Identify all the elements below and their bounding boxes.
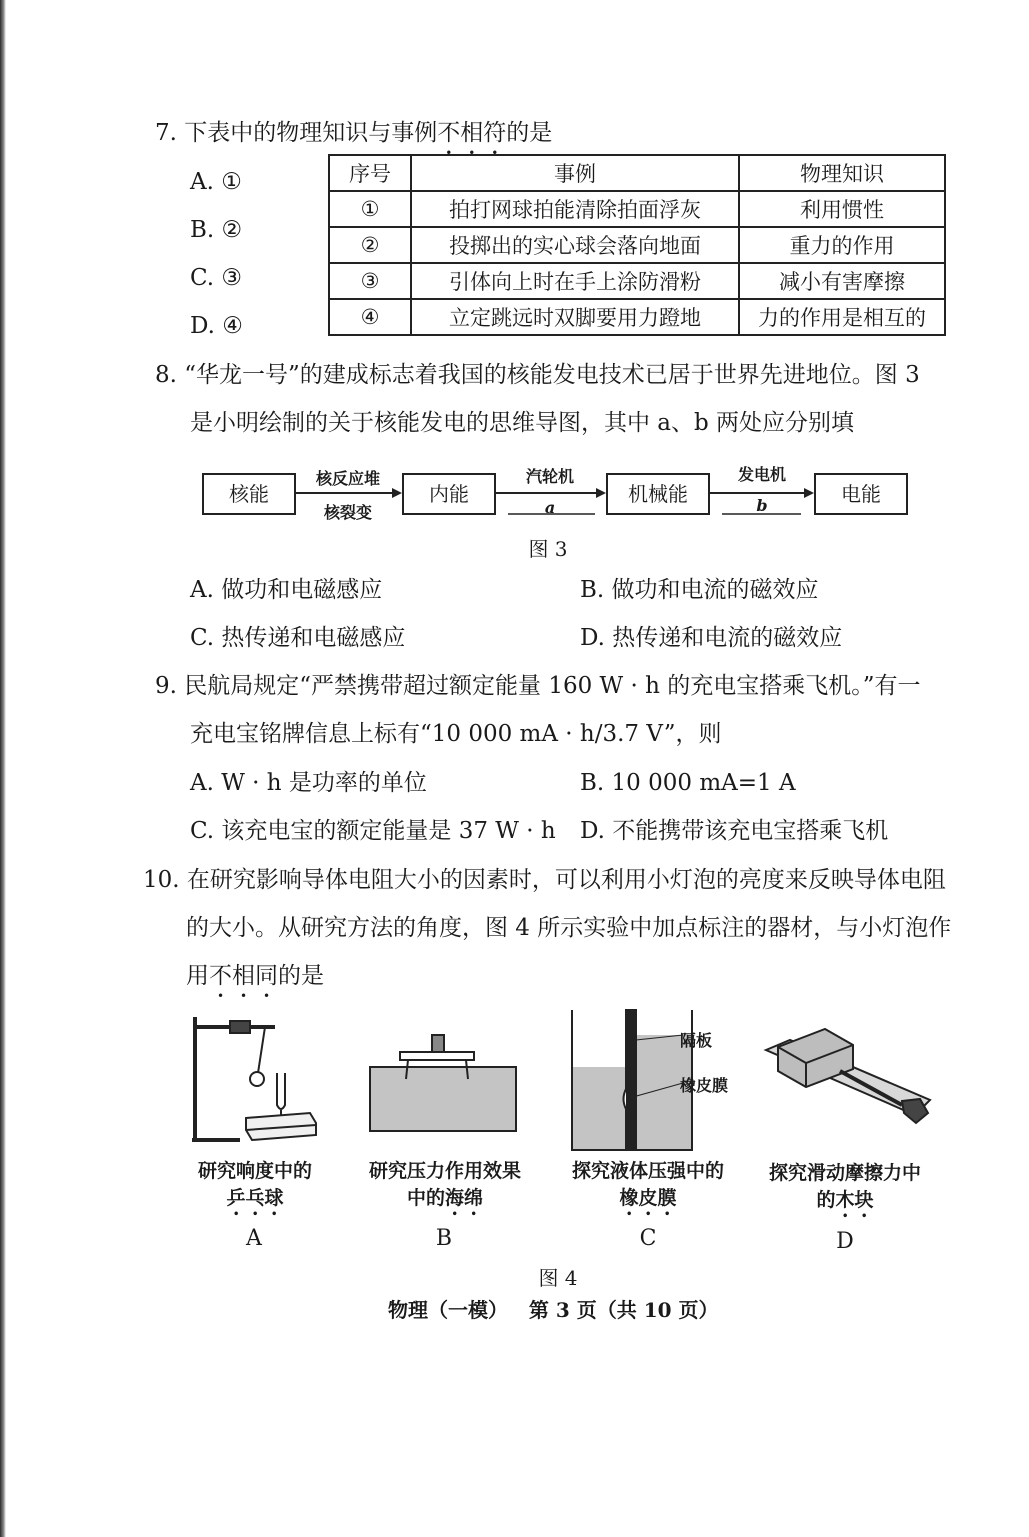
q8-option-d: D. 热传递和电流的磁效应 (580, 625, 843, 651)
page-footer: 物理（一模） 第 3 页（共 10 页） (388, 1298, 719, 1322)
flow-box-electric: 电能 (814, 473, 908, 515)
label-rubber-film: 橡皮膜 (680, 1076, 729, 1095)
question-10-stem-line2: 的大小。从研究方法的角度，图 4 所示实验中加点标注的器材，与小灯泡作 (186, 915, 952, 941)
question-number: 9. (155, 673, 177, 699)
stem-text: 在研究影响导体电阻大小的因素时，可以利用小灯泡的亮度来反映导体电阻 (186, 867, 946, 893)
question-number: 7. (155, 120, 177, 146)
caption-emph: 海绵 (445, 1187, 484, 1209)
flow-box-nuclear: 核能 (202, 473, 296, 515)
caption-line-emph: 橡皮膜 (619, 1187, 677, 1209)
table-cell: 利用惯性 (739, 191, 945, 227)
table-cell: 减小有害摩擦 (739, 263, 945, 299)
q8-option-a: A. 做功和电磁感应 (190, 577, 383, 603)
figure-b-letter: B (435, 1226, 453, 1251)
blank-b: b (756, 496, 768, 515)
q8-option-c: C. 热传递和电磁感应 (190, 625, 406, 651)
figure-b-caption (355, 1158, 535, 1220)
figure-c-drawing (572, 1010, 692, 1150)
caption-line: 中的海绵 (406, 1187, 484, 1209)
figure-a-drawing (192, 1017, 316, 1140)
figure-c-caption (558, 1158, 738, 1220)
table-cell: 立定跳远时双脚要用力蹬地 (411, 299, 739, 335)
blank-a: a (544, 498, 556, 517)
table-cell: 力的作用是相互的 (739, 299, 945, 335)
table-cell: 引体向上时在手上涂防滑粉 (411, 263, 739, 299)
table-cell: ② (329, 227, 411, 263)
figure-3-caption: 图 3 (528, 537, 568, 561)
figure-a-letter: A (246, 1226, 262, 1251)
q7-option-c: C. ③ (190, 265, 243, 291)
question-9-stem-line2: 充电宝铭牌信息上标有“10 000 mA · h/3.7 V”，则 (190, 721, 722, 747)
caption-line: 探究液体压强中的 (571, 1160, 724, 1182)
table-cell: ④ (329, 299, 411, 335)
caption-line: 研究响度中的 (197, 1160, 312, 1182)
flow-box-internal: 内能 (402, 473, 496, 515)
emphasized-text: 不相同 (209, 963, 278, 989)
arrow-label-reactor: 核反应堆 (315, 469, 380, 488)
figure-4-caption: 图 4 (538, 1266, 578, 1290)
table-header: 事例 (411, 155, 739, 191)
figure-b-drawing (370, 1035, 516, 1131)
figure-a-caption (170, 1158, 340, 1220)
table-cell: ③ (329, 263, 411, 299)
question-number: 10. (143, 867, 180, 893)
q7-option-a: A. ① (190, 169, 242, 195)
arrow-label-generator: 发电机 (737, 465, 786, 484)
table-cell: ① (329, 191, 411, 227)
stem-text: 的是 (278, 963, 324, 989)
label-partition: 隔板 (680, 1031, 713, 1050)
q9-option-b: B. 10 000 mA=1 A (580, 770, 796, 796)
question-9-stem (155, 672, 921, 700)
stem-text: 民航局规定“严禁携带超过额定能量 160 W · h 的充电宝搭乘飞机。”有一 (184, 673, 921, 699)
question-8-stem-line2: 是小明绘制的关于核能发电的思维导图，其中 a、b 两处应分别填 (190, 410, 855, 436)
caption-line: 研究压力作用效果 (368, 1160, 521, 1182)
question-number: 8. (155, 362, 177, 388)
stem-text: “华龙一号”的建成标志着我国的核能发电技术已居于世界先进地位。图 3 (184, 362, 920, 388)
q9-option-c: C. 该充电宝的额定能量是 37 W · h (190, 818, 556, 844)
stem-text: 下表中的物理知识与事例 (184, 120, 438, 146)
table-cell: 拍打网球拍能清除拍面浮灰 (411, 191, 739, 227)
q8-option-b: B. 做功和电流的磁效应 (580, 577, 819, 603)
figure-c-letter: C (639, 1226, 657, 1251)
figure-d-caption (755, 1160, 935, 1222)
q7-option-b: B. ② (190, 217, 243, 243)
q9-option-a: A. W · h 是功率的单位 (190, 770, 427, 796)
caption-emph: 木块 (835, 1189, 874, 1211)
flow-box-mechanical: 机械能 (606, 473, 710, 515)
figure-4-illustrations (180, 1005, 960, 1155)
arrow-label-fission: 核裂变 (323, 503, 372, 522)
table-cell: 投掷出的实心球会落向地面 (411, 227, 739, 263)
figure-d-letter: D (836, 1229, 854, 1254)
table-cell: 重力的作用 (739, 227, 945, 263)
table-header: 序号 (329, 155, 411, 191)
arrow-label-turbine: 汽轮机 (525, 467, 574, 486)
caption-line: 探究滑动摩擦力中 (768, 1162, 921, 1184)
table-header: 物理知识 (739, 155, 945, 191)
question-10-stem (143, 866, 946, 894)
emphasized-text: 不相符 (437, 120, 507, 146)
q9-option-d: D. 不能携带该充电宝搭乘飞机 (580, 818, 889, 844)
caption-line: 的木块 (816, 1189, 874, 1211)
q7-option-d: D. ④ (190, 313, 243, 339)
figure-d-drawing (766, 1029, 930, 1123)
stem-text: 的是 (506, 120, 553, 146)
caption-line-emph: 乒乓球 (226, 1187, 284, 1209)
question-10-stem-line3 (186, 962, 324, 1003)
stem-text: 用 (186, 963, 209, 989)
